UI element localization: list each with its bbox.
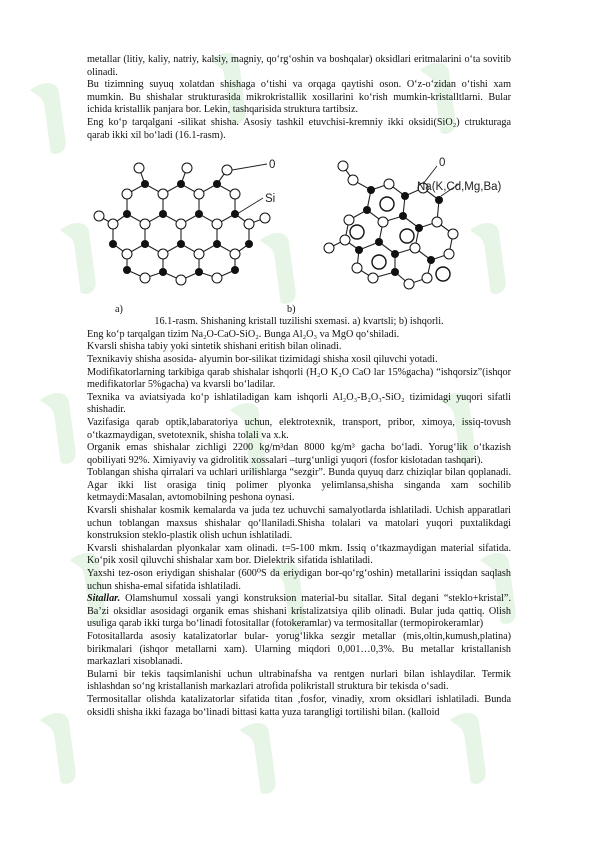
paragraph: Kvarsli shisha tabiy yoki sintetik shishani eritish bilan olinadi.	[87, 341, 342, 353]
sitallar-heading: Sitallar.	[87, 593, 121, 605]
sitallar-paragraph	[87, 593, 511, 631]
paragraph: Organik emas shishalar zichligi 2200 kg/m³dan 8000 kg/m³ gacha bo‘ladi. Yorug‘lik o‘tkazish qobiliyati 92%. Ximiyaviy va gidrolitik xossalari –turg‘unligi yuqori (fosfor kislotadan tashqari).	[87, 442, 511, 466]
paragraph: Bularni bir tekis taqsimlanishi uchun ultrabinafsha va rentgen nurlari bilan ishlaydilar. Termik ishlashdan so‘ng kristallanish markazlari atrofida polikristall struktura bir tekisda o‘sadi.	[87, 668, 511, 693]
sitallar-text: Olamshumul xossali yangi konstruksion material-bu sitallar. Sital degani “steklo+kristal”. Ba’zi oksidlar asosidagi organik emas shishani kristalizatsiya qilib olinadi. Bular juda qattiq. Olish usuliga qarab ikki turga bo‘linadi fotositallar (fotokeramlar) va termositallar (termopirokeramlar)	[87, 593, 511, 630]
paragraph: Kvarsli shishalardan plyonkalar xam olinadi. t=5-100 mkm. Issiq o‘tkazmaydigan material sifatida. Ko‘pik xosil qiluvchi shishalar xam bor. Dielektrik sifatida ishlatiladi.	[87, 542, 511, 567]
paragraph: Yaxshi tez-oson eriydigan shishalar (600⁰S da eriydigan bor-qo‘rg‘oshin) metallarini issiqdan saqlash uchun shisha-emal sifatida ishlatiladi.	[87, 568, 511, 592]
quartz-atoms	[94, 163, 270, 285]
paragraph: Bu tizimning suyuq xolatdan shishaga o‘tishi va orqaga qaytishi oson. O‘z-o‘zidan o‘tishi xam mumkin. Bu shishalar strukturasida mikrokristallik xosillarini ko‘rish mumkin-kristalltlarni. Bular ichida kristallik panjara bor. Lekin, tashqarisida struktura tartibsiz.	[87, 79, 511, 116]
document-page	[87, 54, 511, 719]
figure-caption: 16.1-rasm. Shishaning kristall tuzilishi sxemasi. a) kvartsli; b) ishqorli.	[154, 316, 444, 328]
oxygen-label-b: 0	[439, 157, 446, 170]
structure-diagram	[87, 144, 511, 304]
paragraph: Kvarsli shishalar kosmik kemalarda va juda tez uchuvchi samalyotlarda ishlatiladi. Uchish apparatlari uchun toblangan maxsus shishalar qo‘llaniladi.Shisha tolalari va matolari yuqori puxtalikdagi konstruksion steklo-plastik olish uchun ishlatiladi.	[87, 505, 511, 542]
sublabel-b: b)	[287, 304, 296, 316]
paragraph: Modifikatorlarning tarkibiga qarab shishalar ishqorli (H₂O K₂O CaO lar 15%gacha) “ishqorsiz”(ishqor medifikatorlar 5%gacha) va kvarsli bo‘ladilar.	[87, 366, 511, 391]
paragraph: Eng ko‘p tarqalgani -silikat shisha. Asosiy tashkil etuvchisi-kremniy ikki oksidi(SiO₂) ctrukturaga qarab ikki xil bo‘ladi (16.1-rasm).	[87, 116, 511, 141]
paragraph: metallar (litiy, kaliy, natriy, kalsiy, magniy, qo‘rg‘oshin va boshqalar) oksidlari eritmalarini o‘ta sovitib olinadi.	[87, 54, 511, 78]
paragraph: Texnikaviy shisha asosida- alyumin bor-silikat tizimidagi shisha xosil qiluvchi yotadi.	[87, 353, 438, 365]
crystal-structure-figure	[87, 144, 511, 304]
figure-sublabels	[87, 304, 511, 316]
paragraph: Toblangan shisha qirralari va uchlari urilishlarga “sezgir”. Bunda quyuq darz chiziqlar bilan qoplanadi. Agar ikki list orasiga tiniq polimer plyonka yelimlansa,shisha singanda xam sochilib ketmaydi:Masalan, avtomobilning peshona oynasi.	[87, 467, 511, 504]
paragraph: Vazifasiga qarab optik,labaratoriya uchun, elektrotexnik, transport, pribor, ximoya, issiq-tovush o‘tkazmaydigan, svetotexnik, shisha tolali va x.k.	[87, 416, 511, 441]
paragraph: Fotositallarda asosiy katalizatorlar bular- yorug‘likka sezgir metallar (mis,oltin,kumush,platina) birikmalari (ishqor metallarni xam). Ularning miqdori 0,001…0,3%. Bu metallar kristallanish markazlari xisoblanadi.	[87, 631, 511, 668]
paragraph: Texnika va aviatsiyada ko‘p ishlatiladigan kam ishqorli Al₂O₃-B₂O₃-SiO₂ tizimidagi yuqori sifatli shishadir.	[87, 391, 511, 416]
sublabel-a: a)	[115, 304, 123, 316]
paragraph: Eng ko‘p tarqalgan tizim Na₂O-CaO-SiO₂. Bunga Al₂O₃ va MgO qo‘shiladi.	[87, 328, 400, 340]
oxygen-label-a: 0	[269, 159, 276, 172]
silicon-label: Si	[265, 193, 276, 206]
paragraph: Termositallar olishda katalizatorlar sifatida titan ,fosfor, vinadiy, xrom oksidlari ishlatiladi. Bunda oksidli shisha ikki fazaga bo‘linadi bittasi katta yuza tarangligi tortilishi bilan. (kalloid	[87, 693, 511, 718]
cation-label: Na(K,Cd,Mg,Ba)	[417, 181, 502, 194]
